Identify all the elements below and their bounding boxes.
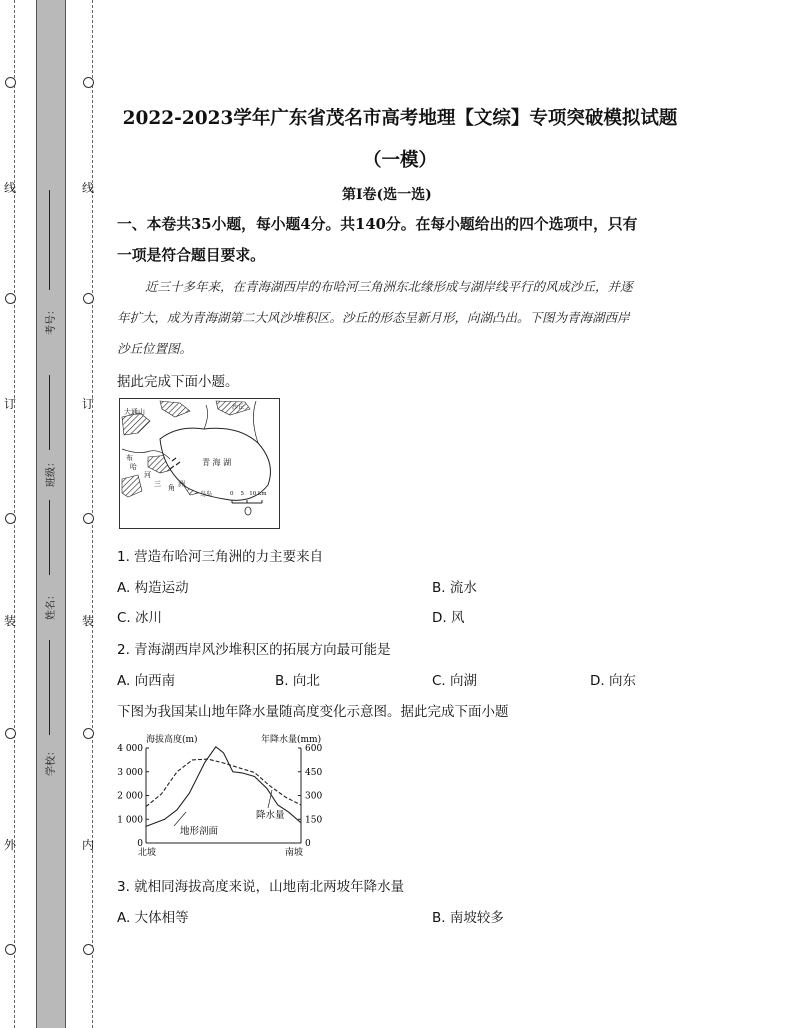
q1-option-b[interactable]: B. 流水 <box>432 580 477 596</box>
margin-char-wai-outer: 外 <box>3 838 16 852</box>
left-tick-label: 0 <box>137 839 143 849</box>
q2-option-a[interactable]: A. 向西南 <box>117 673 176 689</box>
margin-char-xian-outer: 线 <box>3 181 16 195</box>
field-label-name: 姓名： <box>46 590 57 620</box>
hole-circle <box>83 77 94 88</box>
field-line-school[interactable] <box>49 640 50 735</box>
margin-char-ding-outer: 订 <box>3 397 16 411</box>
right-tick-label: 450 <box>305 767 323 778</box>
qinghai-lake-map <box>119 398 280 529</box>
field-line-class[interactable] <box>49 375 50 450</box>
map-label-lake: 青 海 湖 <box>202 458 232 467</box>
x-label-north: 北坡 <box>138 848 157 858</box>
map-label-delta-san: 三 <box>154 480 161 488</box>
margin-char-zhuang-inner: 装 <box>81 614 94 628</box>
q2-option-b[interactable]: B. 向北 <box>275 673 320 689</box>
hole-circle <box>83 728 94 739</box>
q2-stem: 2. 青海湖西岸风沙堆积区的拓展方向最可能是 <box>117 642 391 658</box>
left-tick-label: 1 000 <box>117 815 143 826</box>
margin-char-nei-inner: 内 <box>81 838 94 852</box>
right-tick-label: 600 <box>305 744 323 754</box>
map-label-river-he: 河 <box>144 471 151 479</box>
section-instruction-line2: 一项是符合题目要求。 <box>117 247 265 264</box>
exam-subtitle: （一模） <box>362 150 437 171</box>
q3-option-a[interactable]: A. 大体相等 <box>117 910 189 926</box>
q1-option-a[interactable]: A. 构造运动 <box>117 580 189 596</box>
q2-option-d[interactable]: D. 向东 <box>590 673 636 689</box>
right-tick-label: 0 <box>305 839 311 849</box>
right-tick-label: 300 <box>305 791 323 802</box>
volume-heading: 第I卷(选一选) <box>342 187 432 203</box>
hole-circle <box>83 293 94 304</box>
hole-circle <box>5 728 16 739</box>
left-tick-label: 4 000 <box>117 744 143 754</box>
field-label-class: 班级： <box>46 457 57 487</box>
map-label-mountain: 大通山 <box>124 408 145 416</box>
map-label-river-ha: 哈 <box>130 463 137 471</box>
hole-circle <box>5 944 16 955</box>
passage1-line1: 近三十多年来，在青海湖西岸的布哈河三角洲东北缘形成与湖岸线平行的风成沙丘，并逐 <box>145 279 633 294</box>
field-label-school: 学校： <box>46 746 57 776</box>
q1-option-d[interactable]: D. 风 <box>432 610 465 626</box>
precipitation-elevation-chart <box>112 730 342 865</box>
margin-char-xian-inner: 线 <box>81 181 94 195</box>
exam-title: 2022-2023学年广东省茂名市高考地理【文综】专项突破模拟试题 <box>122 108 678 129</box>
margin-char-zhuang-outer: 装 <box>3 614 16 628</box>
q1-stem: 1. 营造布哈河三角洲的力主要来自 <box>117 549 324 565</box>
hole-circle <box>83 944 94 955</box>
hole-circle <box>5 293 16 304</box>
q3-stem: 3. 就相同海拔高度来说，山地南北两坡年降水量 <box>117 879 405 895</box>
binding-strip <box>36 0 66 1028</box>
passage1-line2: 年扩大，成为青海湖第二大风沙堆积区。沙丘的形态呈新月形，向湖凸出。下图为青海湖西岸 <box>117 310 630 325</box>
map-label-delta-jiao: 角 <box>168 484 175 492</box>
field-line-name[interactable] <box>49 500 50 575</box>
annotation-leader-terrain <box>174 812 186 826</box>
q3-option-b[interactable]: B. 南坡较多 <box>432 910 504 926</box>
field-line-exam-number[interactable] <box>49 190 50 290</box>
x-label-south: 南坡 <box>285 848 304 858</box>
annotation-precip: 降水量 <box>256 810 285 821</box>
field-label-exam-number: 考号： <box>46 305 57 335</box>
q1-option-c[interactable]: C. 冰川 <box>117 610 163 626</box>
left-tick-label: 3 000 <box>117 767 143 778</box>
section-instruction-line1: 一、本卷共35小题，每小题4分。共140分。在每小题给出的四个选项中，只有 <box>117 216 638 233</box>
passage1-instruction: 据此完成下面小题。 <box>117 374 239 390</box>
map-label-dune: 沙丘 <box>232 404 245 411</box>
hole-circle <box>5 77 16 88</box>
passage2-intro: 下图为我国某山地年降水量随高度变化示意图。据此完成下面小题 <box>117 704 509 720</box>
passage1-line3: 沙丘位置图。 <box>117 341 193 356</box>
right-axis-title: 年降水量(mm) <box>261 735 322 745</box>
map-label-scale: 0 5 10 km <box>230 491 267 497</box>
hole-circle <box>5 513 16 524</box>
series-line-precipitation <box>146 759 301 807</box>
right-tick-label: 150 <box>305 815 323 826</box>
margin-char-ding-inner: 订 <box>81 397 94 411</box>
annotation-terrain: 地形剖面 <box>180 826 219 837</box>
q2-option-c[interactable]: C. 向湖 <box>432 673 478 689</box>
left-tick-label: 2 000 <box>117 791 143 802</box>
hole-circle <box>83 513 94 524</box>
map-label-delta-zhou: 洲 <box>178 480 185 488</box>
map-label-island: 鸟岛 <box>200 491 213 498</box>
map-label-river-bu: 布 <box>126 454 133 462</box>
left-axis-title: 海拔高度(m) <box>146 735 198 745</box>
